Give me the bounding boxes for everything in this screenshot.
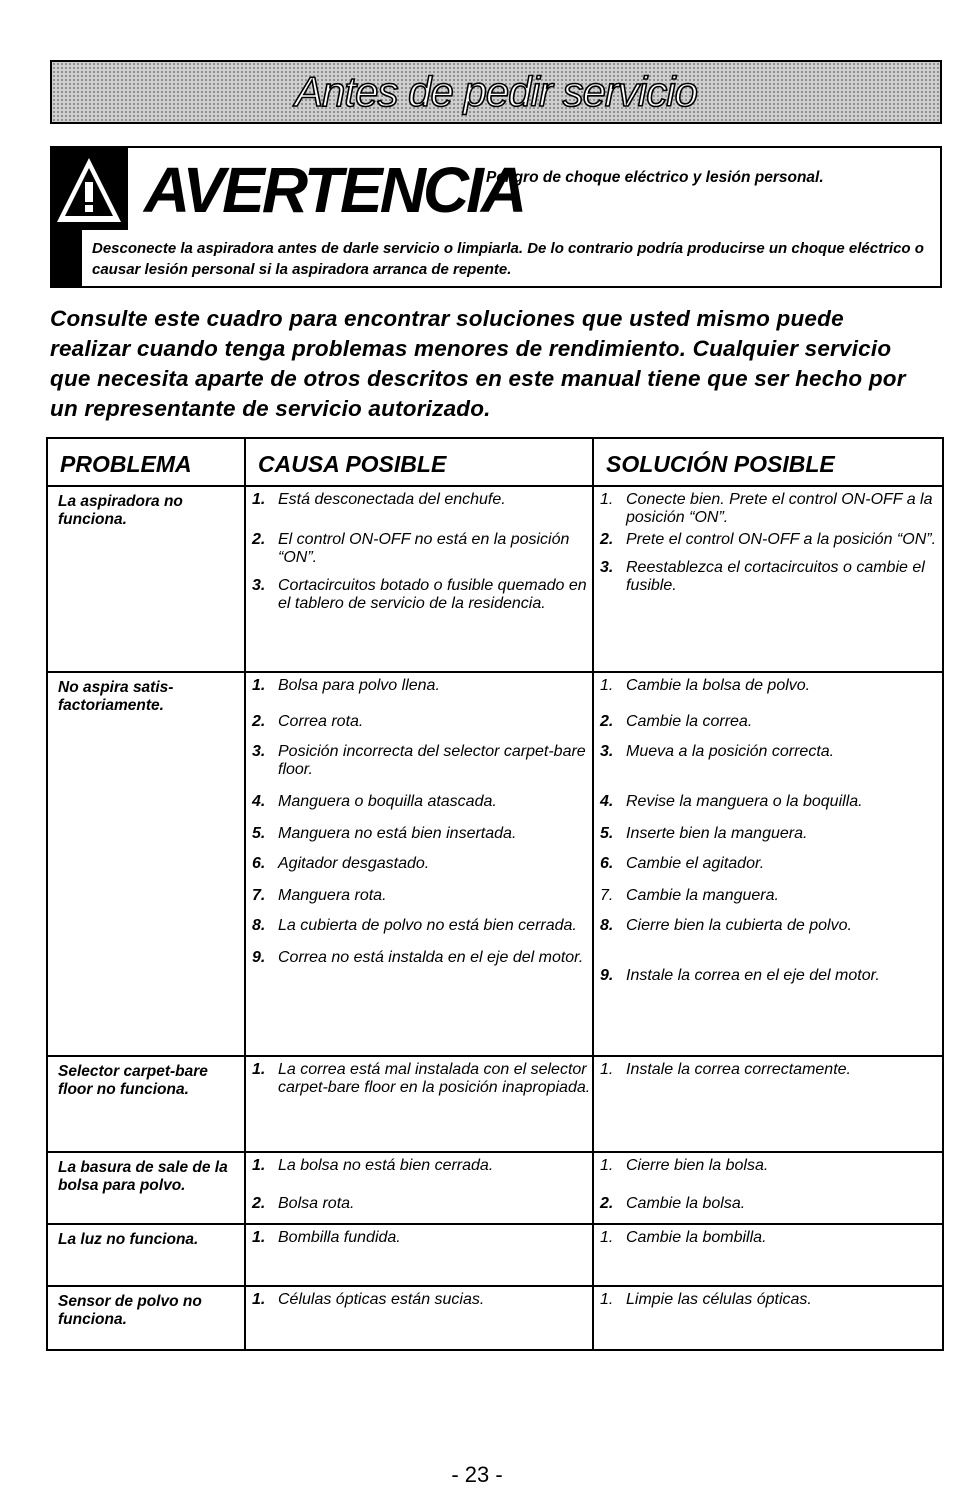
solution-item [600,713,942,731]
page-number: - 23 - [451,1462,503,1487]
problem-cell: No aspira satis-factoriamente. [47,672,245,1056]
cause-item [252,793,592,811]
solution-item [600,887,942,905]
solution-text: Cambie la bolsa. [626,1195,746,1212]
item-number: 7. [600,887,614,904]
solution-text: Revise la manguera o la boquilla. [626,793,863,810]
cause-text: Cortacircuitos botado o fusible quemado en el tablero de servicio de la residencia. [278,577,587,612]
solution-cell [593,1056,943,1152]
problem-cell: La basura de sale de la bolsa para polvo. [47,1152,245,1224]
cause-item [252,713,592,731]
problem-cell: Sensor de polvo no funciona. [47,1286,245,1350]
solution-text: Limpie las células ópticas. [626,1291,812,1308]
cause-item [252,1061,592,1097]
cause-text: Está desconectada del enchufe. [278,491,506,508]
item-number: 1. [600,1229,614,1246]
solution-text: Instale la correa correctamente. [626,1061,851,1078]
cause-text: Agitador desgastado. [278,855,430,872]
solution-text: Cierre bien la cubierta de polvo. [626,917,852,934]
cause-text: Correa no está instalda en el eje del motor. [278,949,584,966]
solution-item [600,677,942,695]
troubleshooting-table [46,437,944,1351]
item-number: 1. [252,491,266,508]
cause-text: El control ON-OFF no está en la posición “ON”. [278,531,570,566]
item-number: 9. [252,949,266,966]
cause-text: Bolsa rota. [278,1195,355,1212]
solution-item [600,743,942,761]
cause-cell [245,1224,593,1286]
solution-text: Mueva a la posición correcta. [626,743,835,760]
warning-stripe [52,230,82,288]
item-number: 5. [252,825,266,842]
item-number: 3. [252,743,266,760]
cause-cell [245,1152,593,1224]
solution-item [600,917,942,935]
item-number: 4. [252,793,266,810]
cause-text: Posición incorrecta del selector carpet-bare floor. [278,743,586,778]
solution-item [600,1195,942,1213]
solution-cell [593,672,943,1056]
title-banner [50,60,942,124]
cause-cell [245,1056,593,1152]
item-number: 1. [252,1229,266,1246]
header-problema: PROBLEMA [47,438,245,486]
solution-item [600,825,942,843]
item-number: 2. [252,713,266,730]
cause-item [252,917,592,935]
cause-item [252,825,592,843]
table-row [47,1056,943,1152]
cause-cell [245,1286,593,1350]
table-row [47,1152,943,1224]
table-row [47,486,943,672]
cause-text: Manguera rota. [278,887,387,904]
cause-text: Bombilla fundida. [278,1229,401,1246]
solution-item [600,855,942,873]
cause-item [252,577,592,613]
item-number: 2. [600,531,614,548]
cause-text: La correa está mal instalada con el selector carpet-bare floor en la posición inapropiada. [278,1061,591,1096]
table-row [47,1286,943,1350]
solution-cell [593,1224,943,1286]
item-number: 3. [600,743,614,760]
cause-cell [245,672,593,1056]
solution-cell [593,486,943,672]
cause-item [252,1291,592,1309]
solution-text: Cambie la bombilla. [626,1229,767,1246]
solution-text: Prete el control ON-OFF a la posición “ON”. [626,531,937,548]
item-number: 2. [600,713,614,730]
table-row [47,672,943,1056]
item-number: 1. [252,1061,266,1078]
item-number: 1. [600,1061,614,1078]
solution-item [600,1291,942,1309]
item-number: 3. [252,577,266,594]
cause-cell [245,486,593,672]
solution-text: Cierre bien la bolsa. [626,1157,769,1174]
solution-item [600,793,942,811]
cause-item [252,531,592,567]
solution-item [600,491,942,527]
item-number: 2. [252,1195,266,1212]
solution-cell [593,1286,943,1350]
item-number: 6. [600,855,614,872]
table-row [47,1224,943,1286]
warning-subtitle: Peligro de choque eléctrico y lesión personal. [486,169,824,186]
solution-item [600,1157,942,1175]
item-number: 2. [600,1195,614,1212]
cause-item [252,855,592,873]
cause-item [252,1157,592,1175]
item-number: 1. [252,1291,266,1308]
warning-heading: AVERTENCIA [144,154,525,226]
cause-text: Manguera no está bien insertada. [278,825,517,842]
item-number: 1. [600,1157,614,1174]
item-number: 1. [600,491,614,508]
intro-text: Consulte este cuadro para encontrar soluciones que usted mismo puede realizar cuando tenga problemas menores de rendimiento. Cualquier servicio que necesita aparte de otros descritos en este manual tiene que ser hecho por un representante de servicio autorizado. [50,306,906,421]
item-number: 8. [252,917,266,934]
cause-text: La cubierta de polvo no está bien cerrada. [278,917,577,934]
problem-cell: La luz no funciona. [47,1224,245,1286]
solution-text: Instale la correa en el eje del motor. [626,967,880,984]
solution-text: Cambie la manguera. [626,887,779,904]
solution-item [600,559,942,595]
solution-text: Cambie el agitador. [626,855,765,872]
item-number: 9. [600,967,614,984]
header-solucion: SOLUCIÓN POSIBLE [593,438,943,486]
cause-text: Bolsa para polvo llena. [278,677,440,694]
warning-box [50,146,942,288]
solution-text: Conecte bien. Prete el control ON-OFF a la posición “ON”. [626,491,933,526]
solution-text: Cambie la bolsa de polvo. [626,677,811,694]
solution-item [600,967,942,985]
page-title: Antes de pedir servicio [295,68,697,115]
warning-icon-block [52,148,128,230]
item-number: 1. [252,1157,266,1174]
cause-text: Manguera o boquilla atascada. [278,793,497,810]
cause-item [252,949,592,967]
solution-text: Reestablezca el cortacircuitos o cambie el fusible. [626,559,925,594]
problem-cell: Selector carpet-bare floor no funciona. [47,1056,245,1152]
item-number: 8. [600,917,614,934]
header-causa: CAUSA POSIBLE [245,438,593,486]
cause-item [252,743,592,779]
cause-text: La bolsa no está bien cerrada. [278,1157,494,1174]
item-number: 7. [252,887,266,904]
cause-item [252,1229,592,1247]
item-number: 4. [600,793,614,810]
cause-item [252,677,592,695]
item-number: 2. [252,531,266,548]
solution-item [600,531,942,549]
item-number: 1. [600,677,614,694]
solution-cell [593,1152,943,1224]
problem-cell: La aspiradora no funciona. [47,486,245,672]
cause-text: Células ópticas están sucias. [278,1291,485,1308]
warning-triangle-icon [54,152,124,226]
solution-item [600,1061,942,1079]
item-number: 5. [600,825,614,842]
cause-item [252,1195,592,1213]
solution-text: Cambie la correa. [626,713,753,730]
warning-body: Desconecte la aspiradora antes de darle servicio o limpiarla. De lo contrario podría producirse un choque eléctrico o causar lesión personal si la aspiradora arranca de repente. [92,240,924,278]
cause-item [252,491,592,509]
item-number: 6. [252,855,266,872]
item-number: 3. [600,559,614,576]
solution-item [600,1229,942,1247]
cause-text: Correa rota. [278,713,364,730]
item-number: 1. [252,677,266,694]
item-number: 1. [600,1291,614,1308]
solution-text: Inserte bien la manguera. [626,825,808,842]
table-header-row [47,438,943,486]
cause-item [252,887,592,905]
